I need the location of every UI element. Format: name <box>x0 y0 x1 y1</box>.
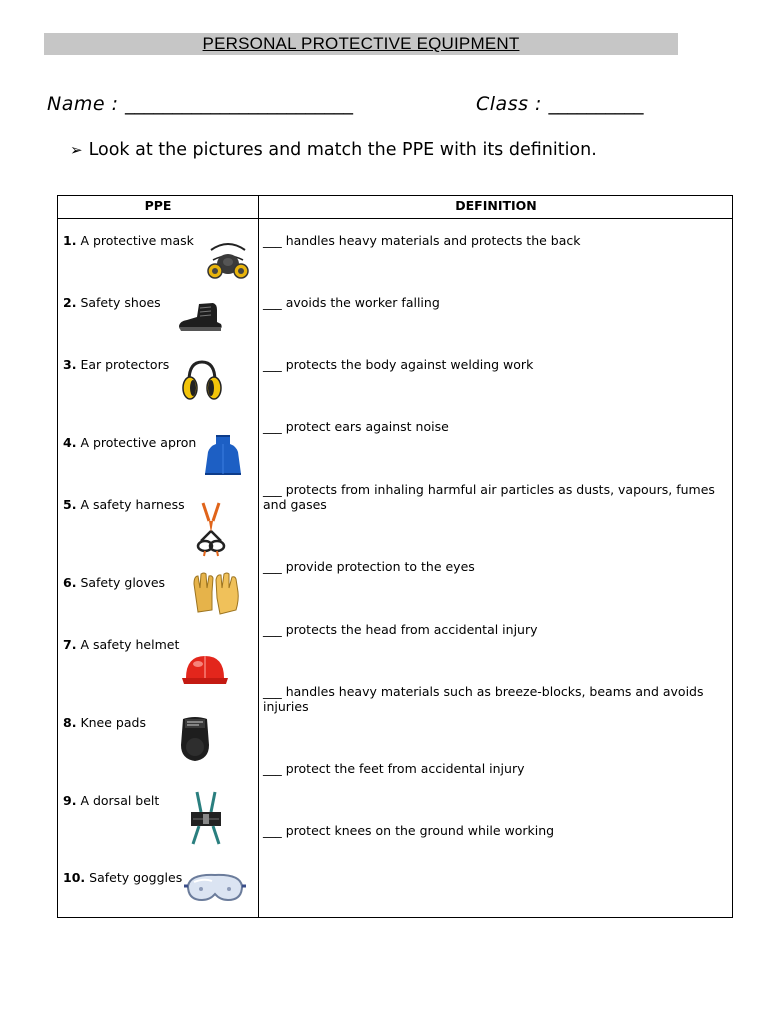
gloves-icon <box>190 570 242 616</box>
header-ppe: PPE <box>144 198 172 213</box>
ppe-item-8: 8. Knee pads <box>63 715 146 730</box>
definition-3: ___ protects the body against welding work <box>263 357 534 372</box>
page-title: PERSONAL PROTECTIVE EQUIPMENT <box>202 34 520 53</box>
title-bar <box>44 33 678 55</box>
goggles-icon <box>184 870 246 906</box>
definition-1: ___ handles heavy materials and protects the back <box>263 233 581 248</box>
definition-5: ___ protects from inhaling harmful air particles as dusts, vapours, fumes and gases <box>263 482 715 512</box>
ppe-item-2: 2. Safety shoes <box>63 295 161 310</box>
ear-muffs-icon <box>181 359 223 403</box>
harness-icon <box>195 501 227 557</box>
definition-9: ___ protect the feet from accidental injury <box>263 761 525 776</box>
definition-2: ___ avoids the worker falling <box>263 295 440 310</box>
respirator-mask-icon <box>205 238 251 284</box>
safety-shoe-icon <box>177 300 223 334</box>
ppe-item-1: 1. A protective mask <box>63 233 194 248</box>
definition-6: ___ provide protection to the eyes <box>263 559 475 574</box>
definition-4: ___ protect ears against noise <box>263 419 449 434</box>
knee-pad-icon <box>175 715 215 763</box>
ppe-item-9: 9. A dorsal belt <box>63 793 160 808</box>
arrow-bullet-icon: ➢ <box>70 141 83 159</box>
column-divider <box>258 196 259 917</box>
name-field <box>47 93 353 115</box>
ppe-item-7: 7. A safety helmet <box>63 637 180 652</box>
ppe-item-10: 10. Safety goggles <box>63 870 183 885</box>
apron-icon <box>201 434 245 476</box>
class-blank[interactable]: __________ <box>548 93 644 115</box>
name-label: Name : <box>47 93 119 115</box>
definition-8: ___ handles heavy materials such as breeze-blocks, beams and avoids injuries <box>263 684 704 714</box>
ppe-item-3: 3. Ear protectors <box>63 357 170 372</box>
class-field <box>476 93 643 115</box>
class-label: Class : <box>476 93 542 115</box>
definition-10: ___ protect knees on the ground while working <box>263 823 555 838</box>
dorsal-belt-icon <box>187 790 225 846</box>
ppe-item-5: 5. A safety harness <box>63 497 185 512</box>
header-divider <box>58 218 732 219</box>
instruction <box>70 140 597 160</box>
ppe-item-6: 6. Safety gloves <box>63 575 166 590</box>
name-blank[interactable]: ________________________ <box>125 93 354 115</box>
ppe-item-4: 4. A protective apron <box>63 435 197 450</box>
instruction-text: Look at the pictures and match the PPE with its definition. <box>88 140 597 160</box>
helmet-icon <box>180 650 230 690</box>
header-definition: DEFINITION <box>455 198 537 213</box>
definition-7: ___ protects the head from accidental injury <box>263 622 538 637</box>
